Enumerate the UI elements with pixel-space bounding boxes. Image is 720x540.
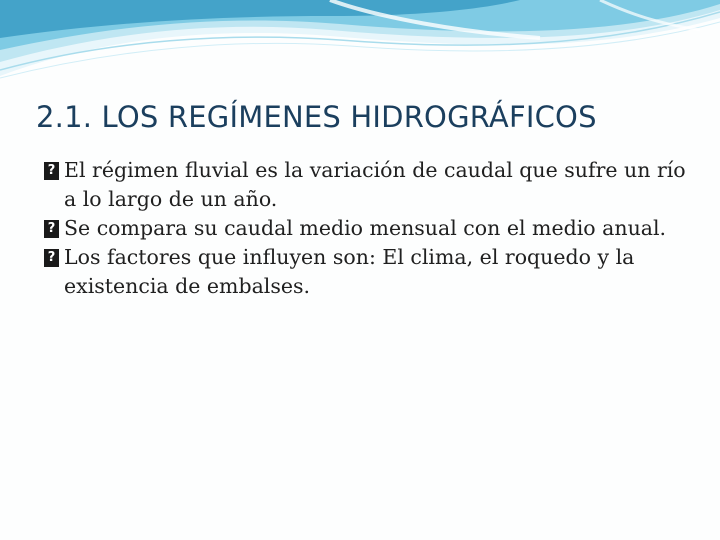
bullet-list <box>44 156 694 301</box>
missing-glyph-icon <box>44 162 59 180</box>
list-item <box>44 156 694 214</box>
missing-glyph-icon <box>44 249 59 267</box>
bullet-text: Se compara su caudal medio mensual con el medio anual. <box>64 216 667 240</box>
list-item <box>44 243 694 301</box>
decorative-wave-header <box>0 0 720 100</box>
list-item <box>44 214 694 243</box>
slide-title: 2.1. LOS REGÍMENES HIDROGRÁFICOS <box>36 100 597 134</box>
bullet-text: El régimen fluvial es la variación de caudal que sufre un río a lo largo de un año. <box>64 158 686 211</box>
missing-glyph-icon <box>44 220 59 238</box>
bullet-text: Los factores que influyen son: El clima, el roquedo y la existencia de embalses. <box>64 245 635 298</box>
